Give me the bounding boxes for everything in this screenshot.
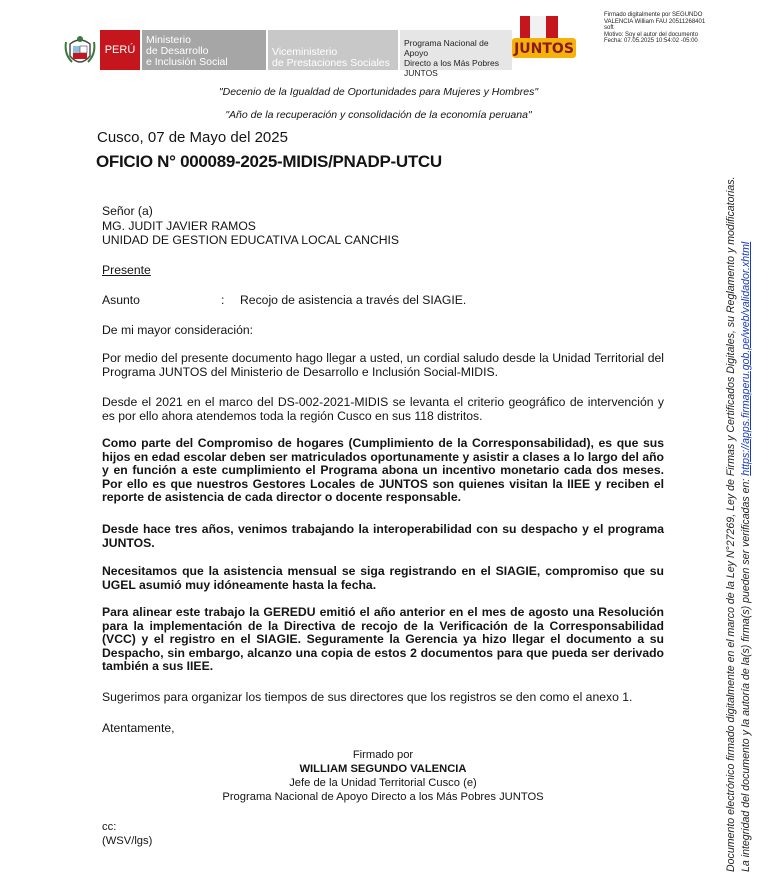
decade-slogan: "Decenio de la Igualdad de Oportunidades para Mujeres y Hombres" <box>218 86 539 98</box>
recipient-name: MG. JUDIT JAVIER RAMOS <box>102 218 256 233</box>
paragraph-1: Por medio del presente documento hago llegar a usted, un cordial saludo desde la Unidad Territorial del Programa JUNTOS del Ministerio de Desarrollo e Inclusión Social-MIDIS. <box>102 351 664 379</box>
greeting: De mi mayor consideración: <box>102 323 254 337</box>
presente-label: Presente <box>102 263 151 277</box>
government-header-bar <box>100 30 510 78</box>
signer-name: WILLIAM SEGUNDO VALENCIA <box>299 763 467 775</box>
oficio-number: OFICIO N° 000089-2025-MIDIS/PNADP-UTCU <box>96 152 442 171</box>
place-date: Cusco, 07 de Mayo del 2025 <box>97 129 288 146</box>
recipient-org: UNIDAD DE GESTION EDUCATIVA LOCAL CANCHIS <box>102 233 400 247</box>
closing: Atentamente, <box>102 721 175 735</box>
signed-by-label: Firmado por <box>352 749 414 761</box>
signer-role: Jefe de la Unidad Territorial Cusco (e) <box>289 777 477 789</box>
paragraph-5: Necesitamos que la asistencia mensual se siga registrando en el SIAGIE, compromiso que su UGEL asumió muy idóneamente hasta la fecha. <box>102 564 664 592</box>
subject-label: Asunto <box>102 293 140 307</box>
paragraph-4: Desde hace tres años, venimos trabajando la interoperabilidad con su despacho y el programa JUNTOS. <box>102 522 664 550</box>
signer-program: Programa Nacional de Apoyo Directo a los Más Pobres JUNTOS <box>222 791 544 803</box>
validator-link[interactable]: https://apps.firmaperu.gob.pe/web/validador.xhtml <box>740 241 752 476</box>
paragraph-2: Desde el 2021 en el marco del DS-002-2021-MIDIS se levanta el criterio geográfico de intervención y es por ello ahora atendemos toda la región Cusco en sus 118 distritos. <box>102 395 664 423</box>
initials: (WSV/lgs) <box>102 835 153 847</box>
legal-note-line-1: Documento electrónico firmado digitalmente en el marco de la Ley N°27269, Ley de Firmas y Certificados Digitales, su Reglamento y modificatorias. <box>725 176 737 872</box>
subject-text: Recojo de asistencia a través del SIAGIE. <box>240 293 467 307</box>
program-label: Programa Nacional de Apoyo Directo a los Más Pobres JUNTOS <box>400 30 512 70</box>
peru-coat-of-arms <box>64 34 96 70</box>
juntos-logo-text: JUNTOS <box>514 41 574 57</box>
digital-signature-legal-note <box>724 92 754 872</box>
digital-signature-stamp: Firmado digitalmente por SEGUNDO VALENCIA William FAU 20511268401 soft Motivo: Soy el autor del documento Fecha: 07.05.2025 10:54:02 -05:00 <box>604 12 706 45</box>
peru-label: PERÚ <box>100 30 140 70</box>
cc-block <box>102 820 152 848</box>
recipient-block <box>102 204 399 248</box>
paragraph-6: Para alinear este trabajo la GEREDU emitió el año anterior en el mes de agosto una Resolución para la implementación de la Directiva de recojo de la Verificación de la Corresponsabilidad (VCC) y el registro en el SIAGIE. Seguramente la Gerencia ya hizo llegar el documento a su Despacho, sin embargo, alcanzo una copia de estos 2 documentos para que pueda ser derivado también a sus IIEE. <box>102 605 664 674</box>
ministry-label: Ministerio de Desarrollo e Inclusión Social <box>142 30 266 70</box>
subject-colon: : <box>221 293 225 307</box>
year-slogan: "Año de la recuperación y consolidación de la economía peruana" <box>225 109 532 121</box>
paragraph-7: Sugerimos para organizar los tiempos de sus directores que los registros se den como el anexo 1. <box>102 690 633 704</box>
paragraph-3: Como parte del Compromiso de hogares (Cumplimiento de la Corresponsabilidad), es que sus hijos en edad escolar deben ser matriculados oportunamente y asistir a clases a lo largo del año y en función a este cumplimiento el Programa abona un incentivo monetario cada dos meses. Por ello es que nuestros Gestores Locales de JUNTOS son quienes visitan la IIEE y reciben el reporte de asistencia de cada director o docente responsable. <box>102 436 664 505</box>
legal-note-line-2: La integridad del documento y la autoría de la(s) firma(s) pueden ser verificadas en: https://apps.firmaperu.gob.pe/web/validador.xhtml <box>740 241 752 872</box>
signer-block <box>102 748 664 804</box>
juntos-logo <box>512 14 576 68</box>
recipient-title: Señor (a) <box>102 204 153 218</box>
cc-label: cc: <box>102 821 117 833</box>
viceministry-label: Viceministerio de Prestaciones Sociales <box>268 30 398 70</box>
